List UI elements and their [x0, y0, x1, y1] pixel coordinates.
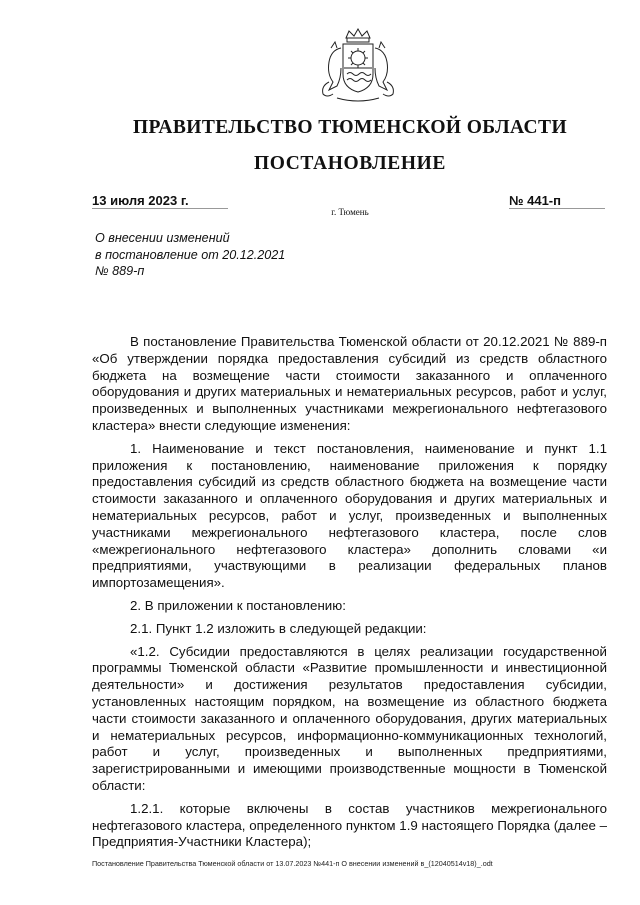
- page-footer: Постановление Правительства Тюменской области от 13.07.2023 №441-п О внесении изменений в_(12040514v18)_.odt: [92, 859, 493, 868]
- body-paragraph: В постановление Правительства Тюменской области от 20.12.2021 № 889-п «Об утверждении порядка предоставления субсидий из средств областного бюджета на возмещение части стоимости заказанного и оплаченного оборудования и других материальных и нематериальных ресурсов, работ и услуг, произведенных и выполненных участниками межрегионального нефтегазового кластера» внести следующие изменения:: [92, 334, 607, 433]
- coat-of-arms-icon: [313, 28, 403, 106]
- body-paragraph: «1.2. Субсидии предоставляются в целях реализации государственной программы Тюменской области «Развитие промышленности и инвестиционной деятельности» и достижения результатов предоставления субсидии, установленных настоящим порядком, на возмещение из областного бюджета части стоимости заказанного и оплаченного оборудования, других материальных и нематериальных ресурсов, информационно-коммуникационных технологий, работ и услуг, произведенных и выполненных предприятиями, зарегистрированными и имеющими производственные мощности в Тюменской области:: [92, 643, 607, 793]
- body-paragraph: 2.1. Пункт 1.2 изложить в следующей редакции:: [130, 620, 427, 636]
- subject-line: О внесении изменений: [95, 231, 230, 245]
- document-type-title: ПОСТАНОВЛЕНИЕ: [253, 153, 447, 174]
- document-date: 13 июля 2023 г.: [92, 193, 189, 208]
- body-paragraph: 1.2.1. которые включены в состав участников межрегионального нефтегазового кластера, определенного пунктом 1.9 настоящего Порядка (далее – Предприятия-Участники Кластера);: [92, 800, 607, 850]
- government-title: ПРАВИТЕЛЬСТВО ТЮМЕНСКОЙ ОБЛАСТИ: [132, 117, 568, 138]
- subject-block: [95, 230, 355, 280]
- document-body: [92, 334, 607, 857]
- body-paragraph: 2. В приложении к постановлению:: [130, 597, 346, 613]
- subject-line: в постановление от 20.12.2021: [95, 247, 286, 262]
- body-paragraph: 1. Наименование и текст постановления, наименование и пункт 1.1 приложения к постановлению, наименование приложения к порядку предоставления субсидий из средств областного бюджета на возмещение части стоимости заказанного и оплаченного оборудования и других материальных и нематериальных ресурсов, работ и услуг, произведенных и выполненных участниками межрегионального нефтегазового кластера, после слов «межрегионального нефтегазового кластера» дополнить словами «и предприятиями, участвующими в реализации федеральных планов импортозамещения».: [92, 440, 607, 591]
- subject-line: № 889-п: [95, 264, 145, 278]
- city-label: г. Тюмень: [331, 207, 369, 217]
- document-number: № 441-п: [509, 193, 561, 208]
